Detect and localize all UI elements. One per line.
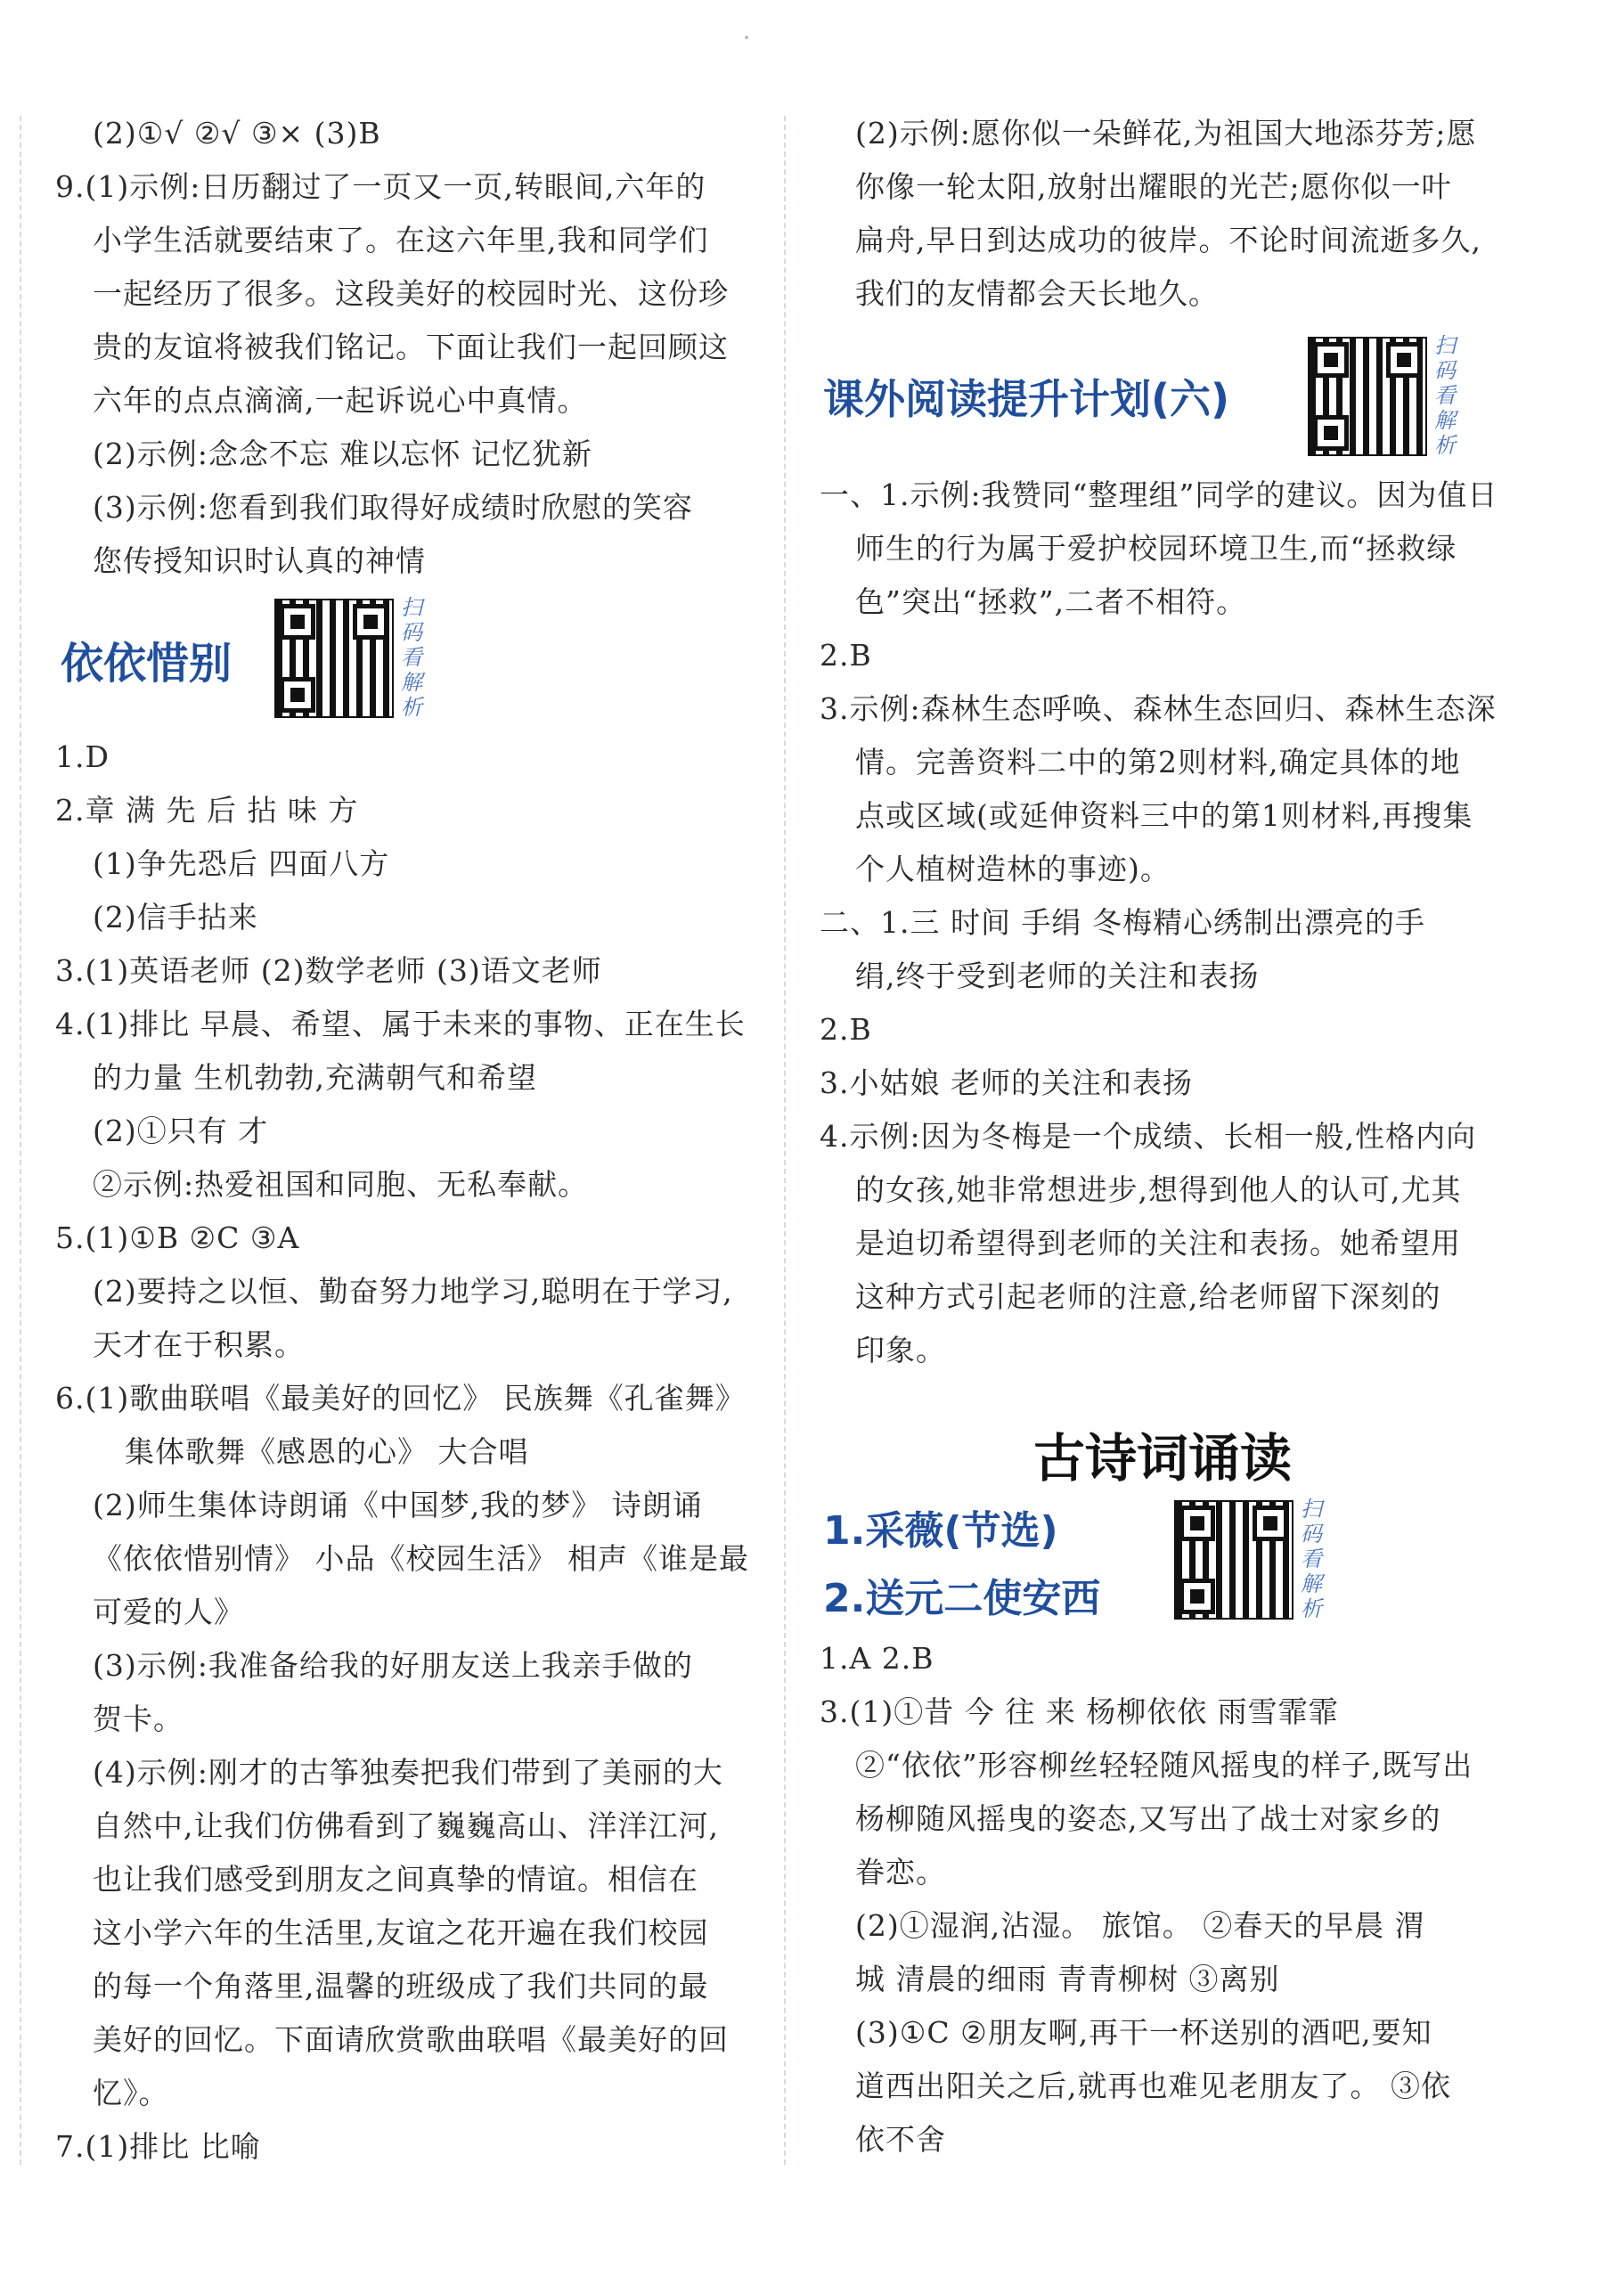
answer-line: 我们的友情都会天长地久。 [855,276,1219,311]
answer-line: 可爱的人》 [93,1595,244,1629]
section-title-yiyi: 依依惜别 [61,639,233,689]
answer-line: 一起经历了很多。这段美好的校园时光、这份珍 [93,276,729,311]
answer-line: 小学生活就要结束了。在这六年里,我和同学们 [93,223,709,257]
answer-line: ②示例:热爱祖国和同胞、无私奉献。 [93,1167,589,1202]
answer-line: ②“依依”形容柳丝轻轻随风摇曳的样子,既写出 [855,1748,1473,1783]
scan-label: 扫码看解析 [1301,1497,1322,1621]
answer-line: 1.D [55,739,110,774]
answer-line: 4.示例:因为冬梅是一个成绩、长相一般,性格内向 [820,1119,1477,1154]
answer-line: 的每一个角落里,温馨的班级成了我们共同的最 [93,1969,709,2004]
poem-title-songyuaner: 2.送元二使安西 [823,1576,1101,1621]
scan-label: 扫码看解析 [1434,333,1456,458]
answer-line: 色”突出“拯救”,二者不相符。 [855,584,1247,619]
answer-line: 是迫切希望得到老师的关注和表扬。她希望用 [855,1226,1461,1261]
answer-line: (2)①只有 才 [93,1114,269,1148]
answer-line: (3)示例:您看到我们取得好成绩时欣慰的笑容 [93,490,693,525]
answer-line: 3.示例:森林生态呼唤、森林生态回归、森林生态深 [820,691,1497,726]
answer-line: (3)①C ②朋友啊,再干一杯送别的酒吧,要知 [855,2015,1432,2050]
answer-line: 道西出阳关之后,就再也难见老朋友了。 ③依 [855,2069,1451,2103]
answer-line: 贵的友谊将被我们铭记。下面让我们一起回顾这 [93,330,729,364]
answer-line: (2)①湿润,沾湿。 旅馆。 ②春天的早晨 渭 [855,1908,1425,1943]
answer-line: 贺卡。 [93,1702,184,1736]
answer-line: 师生的行为属于爱护校园环境卫生,而“拯救绿 [855,531,1457,566]
answer-line: 的女孩,她非常想进步,想得到他人的认可,尤其 [855,1172,1462,1207]
answer-line: 2.B [820,1012,872,1047]
poem-title-caiwei: 1.采薇(节选) [823,1508,1058,1554]
answer-line: (2)师生集体诗朗诵《中国梦,我的梦》 诗朗诵 [93,1488,703,1522]
answer-line: (4)示例:刚才的古筝独奏把我们带到了美丽的大 [93,1755,723,1790]
answer-line: 6.(1)歌曲联唱《最美好的回忆》 民族舞《孔雀舞》 [55,1381,746,1416]
column-divider [784,116,786,2165]
answer-line: 自然中,让我们仿佛看到了巍巍高山、洋洋江河, [93,1808,719,1843]
answer-line: 也让我们感受到朋友之间真挚的情谊。相信在 [93,1862,698,1897]
answer-line: 城 清晨的细雨 青青柳树 ③离别 [855,1962,1280,1996]
answer-line: 2.B [820,638,872,673]
qr-code[interactable] [1174,1500,1293,1620]
qr-code[interactable] [1308,337,1427,456]
answer-line: 3.(1)①昔 今 往 来 杨柳依依 雨雪霏霏 [820,1694,1339,1729]
answer-line: (2)示例:愿你似一朵鲜花,为祖国大地添芬芳;愿 [855,116,1477,151]
scan-label: 扫码看解析 [401,595,422,720]
answer-line: 3.(1)英语老师 (2)数学老师 (3)语文老师 [55,953,602,988]
left-margin-rule [20,116,21,2165]
answer-line: 3.小姑娘 老师的关注和表扬 [820,1065,1193,1100]
section-title-reading: 课外阅读提升计划(六) [823,375,1230,423]
answer-line: (2)要持之以恒、勤奋努力地学习,聪明在于学习, [93,1274,733,1309]
answer-line: 《依依惜别情》 小品《校园生活》 相声《谁是最 [93,1541,749,1576]
answer-line: 7.(1)排比 比喻 [55,2129,261,2164]
section-title-poetry: 古诗词诵读 [1033,1428,1293,1489]
answer-line: 印象。 [855,1333,946,1367]
answer-line: (2)①√ ②√ ③× (3)B [93,116,381,151]
answer-line: 这种方式引起老师的注意,给老师留下深刻的 [855,1279,1441,1314]
answer-line: 绢,终于受到老师的关注和表扬 [855,959,1260,993]
answer-line: 这小学六年的生活里,友谊之花开遍在我们校园 [93,1915,709,1950]
answer-line: (2)信手拈来 [93,900,258,934]
answer-line: 9.(1)示例:日历翻过了一页又一页,转眼间,六年的 [55,169,706,204]
answer-line: 你像一轮太阳,放射出耀眼的光芒;愿你似一叶 [855,169,1452,204]
answer-line: 依不舍 [855,2122,946,2157]
answer-line: 情。完善资料二中的第2则材料,确定具体的地 [855,745,1461,779]
answer-line: 4.(1)排比 早晨、希望、属于未来的事物、正在生长 [55,1007,746,1041]
answer-line: 六年的点点滴滴,一起诉说心中真情。 [93,383,588,418]
qr-code[interactable] [274,599,394,718]
answer-line: 个人植树造林的事迹)。 [855,852,1171,886]
answer-line: 的力量 生机勃勃,充满朝气和希望 [93,1060,537,1095]
answer-line: 一、1.示例:我赞同“整理组”同学的建议。因为值日 [820,477,1498,512]
answer-line: 美好的回忆。下面请欣赏歌曲联唱《最美好的回 [93,2022,729,2057]
answer-line: 点或区域(或延伸资料三中的第1则材料,再搜集 [855,798,1473,833]
answer-line: 二、1.三 时间 手绢 冬梅精心绣制出漂亮的手 [820,905,1425,940]
answer-line: 扁舟,早日到达成功的彼岸。不论时间流逝多久, [855,223,1481,257]
answer-line: 眷恋。 [855,1855,946,1889]
answer-line: 杨柳随风摇曳的姿态,又写出了战士对家乡的 [855,1801,1441,1836]
answer-line: (1)争先恐后 四面八方 [93,846,390,881]
answer-line: 您传授知识时认真的神情 [93,543,426,578]
answer-line: 集体歌舞《感恩的心》 大合唱 [125,1434,529,1469]
answer-line: (3)示例:我准备给我的好朋友送上我亲手做的 [93,1648,693,1683]
answer-line: 忆》。 [93,2076,169,2110]
answer-line: 天才在于积累。 [93,1327,305,1362]
page-top-mark [745,36,748,39]
answer-line: 1.A 2.B [820,1641,934,1676]
answer-line: 2.章 满 先 后 拈 味 方 [55,793,359,828]
answer-line: (2)示例:念念不忘 难以忘怀 记忆犹新 [93,437,592,471]
answer-line: 5.(1)①B ②C ③A [55,1220,300,1255]
